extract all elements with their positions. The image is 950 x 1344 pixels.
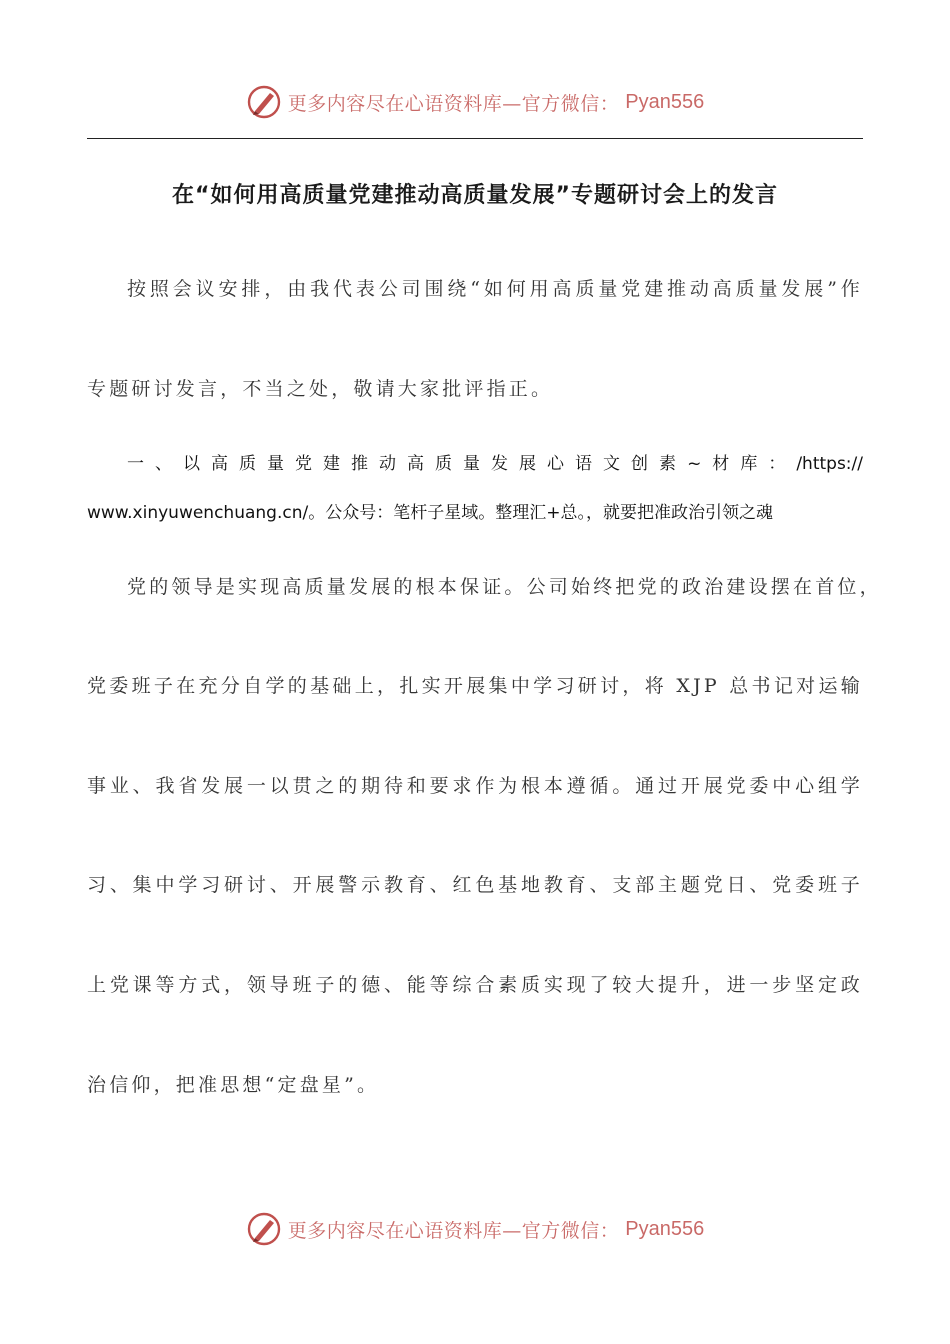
header-watermark-banner (0, 84, 950, 120)
paragraph-1-line-1: 按照会议安排，由我代表公司围绕“如何用高质量党建推动高质量发展”作 (127, 278, 863, 300)
paragraph-2-line-4: 习、集中学习研讨、开展警示教育、红色基地教育、支部主题党日、党委班子 (87, 874, 863, 896)
footer-watermark-banner (0, 1211, 950, 1247)
banner-wechat-id: Pyan556 (625, 1217, 705, 1240)
banner-text: 更多内容尽在心语资料库—官方微信： (287, 1219, 620, 1242)
paragraph-2-line-2: 党委班子在充分自学的基础上，扎实开展集中学习研讨，将 XJP 总书记对运输 (87, 675, 863, 697)
paragraph-2-line-6: 治信仰，把准思想“定盘星”。 (87, 1074, 380, 1096)
paragraph-2-line-1: 党的领导是实现高质量发展的根本保证。公司始终把党的政治建设摆在首位， (127, 576, 882, 598)
document-title: 在“如何用高质量党建推动高质量发展”专题研讨会上的发言 (172, 183, 778, 208)
section-heading-1-line-2: www.xinyuwenchuang.cn/。公众号：笔杆子星域。整理汇+总。，就要把准政治引领之魂 (87, 503, 773, 523)
pen-logo-icon (246, 84, 282, 120)
header-divider (87, 138, 863, 139)
section-heading-1-line-1: 一、以高质量党建推动高质量发展心语文创素~材库：/https:// (127, 454, 863, 474)
paragraph-2-line-5: 上党课等方式，领导班子的德、能等综合素质实现了较大提升，进一步坚定政 (87, 974, 863, 996)
paragraph-1-line-2: 专题研讨发言，不当之处，敬请大家批评指正。 (87, 378, 554, 400)
paragraph-2-line-3: 事业、我省发展一以贯之的期待和要求作为根本遵循。通过开展党委中心组学 (87, 775, 863, 797)
pen-logo-icon (246, 1211, 282, 1247)
banner-wechat-id: Pyan556 (625, 90, 705, 113)
banner-text: 更多内容尽在心语资料库—官方微信： (287, 92, 620, 115)
